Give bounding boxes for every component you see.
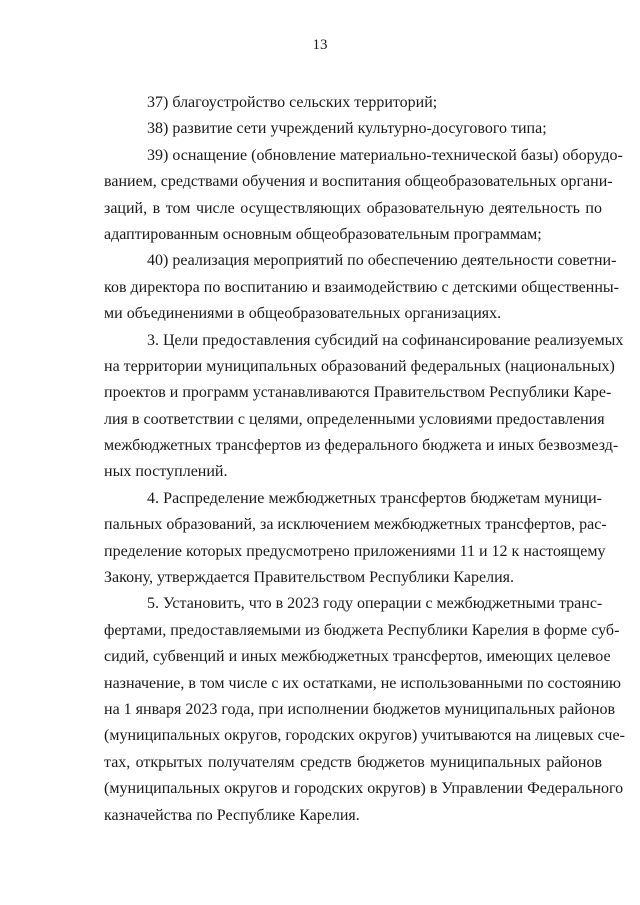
- text-line: пальных образований, за исключением межбюджетных трансфертов, рас-: [104, 516, 607, 534]
- text-line: Закону, утверждается Правительством Республики Карелия.: [104, 569, 514, 587]
- text-line: ных поступлений.: [104, 463, 228, 481]
- paragraph-item-40: [104, 248, 619, 327]
- text-line: 4. Распределение межбюджетных трансфертов бюджетам муници-: [147, 489, 602, 507]
- text-line: 3. Цели предоставления субсидий на софинансирование реализуемых: [147, 331, 624, 349]
- text-line: ванием, средствами обучения и воспитания общеобразовательных органи-: [104, 173, 613, 191]
- text-line: 40) реализация мероприятий по обеспечению деятельности советни-: [147, 252, 617, 270]
- paragraph-item-38: [104, 116, 602, 142]
- paragraph-section-3: [104, 328, 624, 486]
- text-line: на 1 января 2023 года, при исполнении бюджетов муниципальных районов: [104, 700, 616, 718]
- text-line: ми объединениями в общеобразовательных организациях.: [104, 305, 502, 323]
- paragraph-section-5: [104, 591, 625, 829]
- text-line: пределение которых предусмотрено приложениями 11 и 12 к настоящему: [104, 542, 606, 560]
- document-body: [104, 90, 625, 829]
- text-line: фертами, предоставляемыми из бюджета Республики Карелия в форме суб-: [104, 621, 620, 639]
- text-line: на территории муниципальных образований федеральных (национальных): [104, 357, 615, 375]
- text-line: (муниципальных округов, городских округов) учитываются на лицевых сче-: [104, 727, 625, 745]
- paragraph-item-39: [104, 143, 623, 249]
- text-line: адаптированным основным общеобразовательным программам;: [104, 225, 542, 243]
- text-line: тах, открытых получателям средств бюджетов муниципальных районов: [104, 753, 602, 771]
- paragraph-item-37: [104, 90, 602, 116]
- text-line: 38) развитие сети учреждений культурно-досугового типа;: [147, 120, 547, 138]
- paragraph-section-4: [104, 486, 607, 592]
- text-line: 37) благоустройство сельских территорий;: [147, 94, 438, 111]
- text-line: лия в соответствии с целями, определенными условиями предоставления: [104, 410, 605, 428]
- text-line: сидий, субвенций и иных межбюджетных трансфертов, имеющих целевое: [104, 648, 611, 666]
- page-number: 13: [312, 37, 328, 53]
- text-line: (муниципальных округов и городских округов) в Управлении Федерального: [104, 780, 624, 798]
- text-line: заций, в том числе осуществляющих образовательную деятельность по: [104, 199, 602, 217]
- text-line: ков директора по воспитанию и взаимодействию с детскими общественны-: [104, 278, 619, 296]
- text-line: межбюджетных трансфертов из федерального бюджета и иных безвозмезд-: [104, 437, 619, 455]
- text-line: казначейства по Республике Карелия.: [104, 806, 360, 824]
- text-line: 39) оснащение (обновление материально-технической базы) оборудо-: [147, 146, 623, 164]
- text-line: назначение, в том числе с их остатками, не использованными по состоянию: [104, 674, 621, 692]
- text-line: 5. Установить, что в 2023 году операции с межбюджетными транс-: [147, 595, 603, 613]
- text-line: проектов и программ устанавливаются Правительством Республики Каре-: [104, 384, 612, 402]
